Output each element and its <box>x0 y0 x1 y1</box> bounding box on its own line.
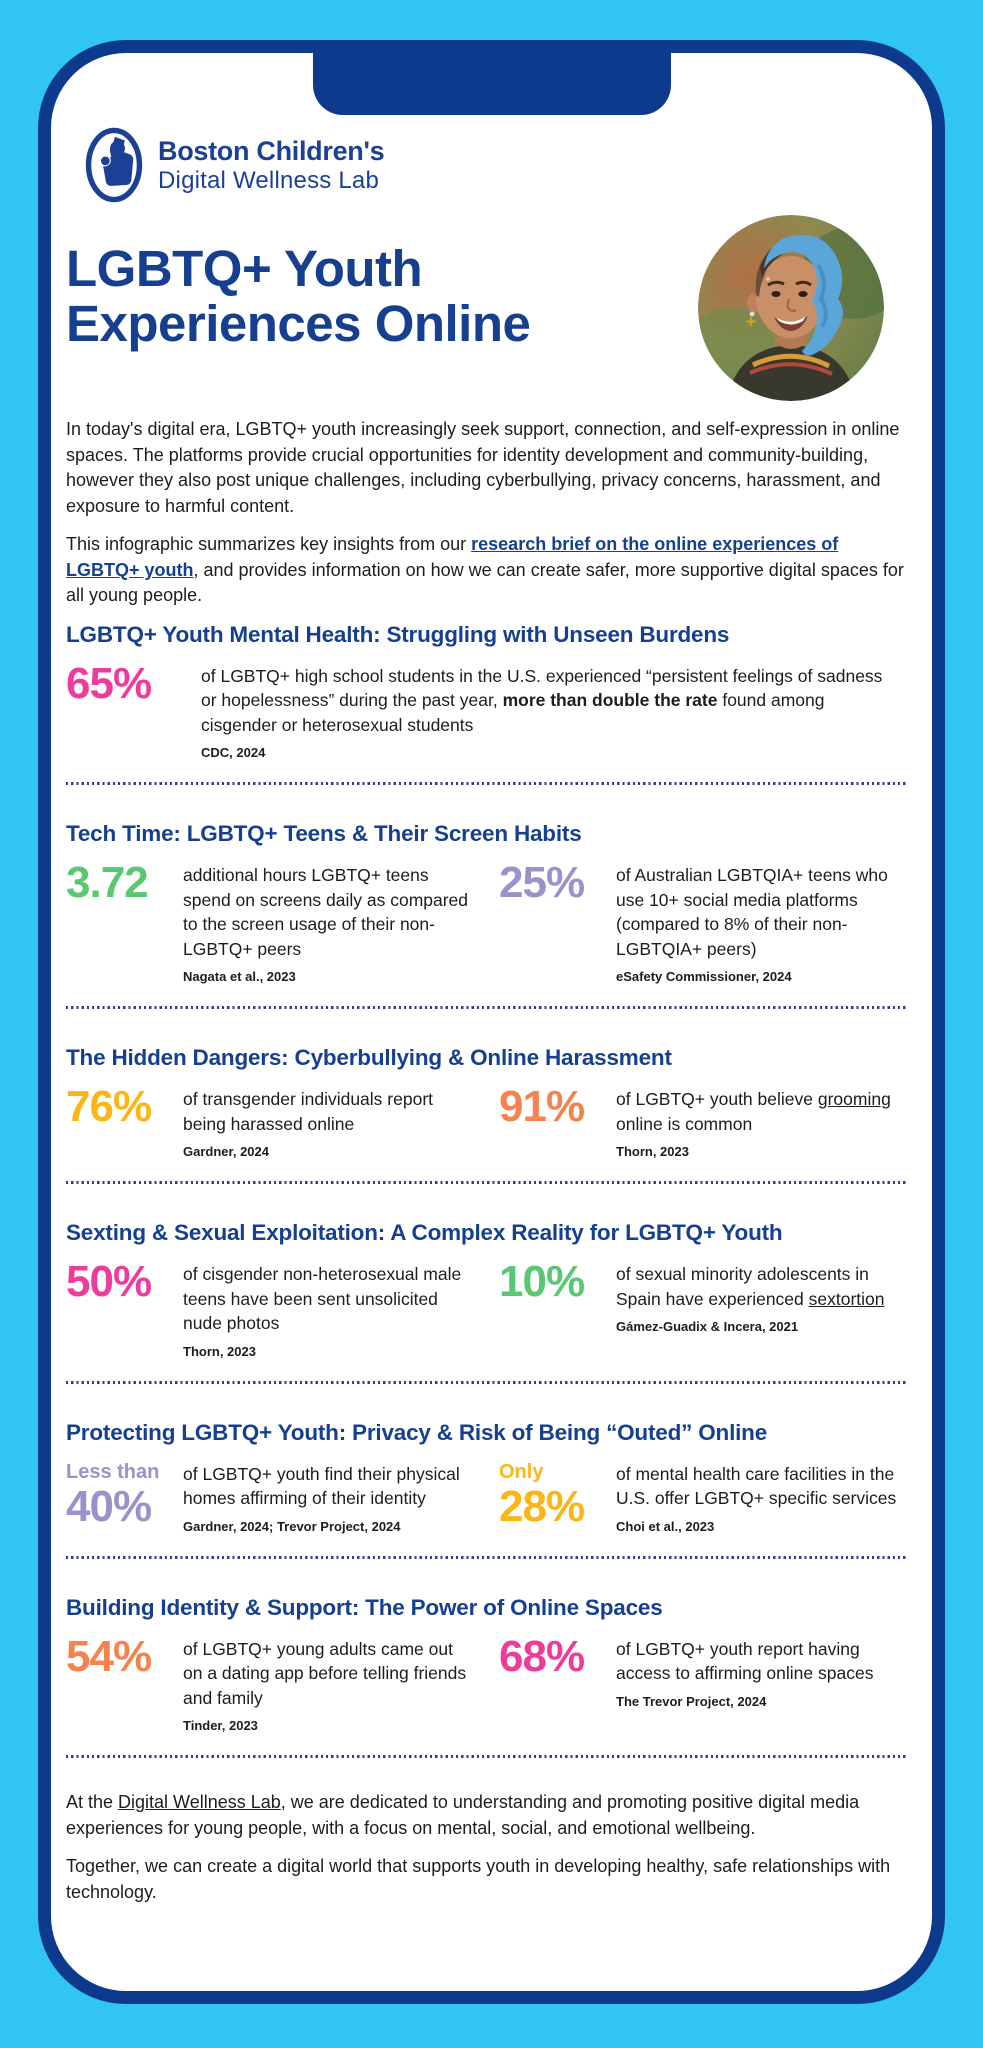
stat-text: of LGBTQ+ youth believe grooming online is common <box>616 1089 891 1134</box>
stat-number <box>66 1082 170 1132</box>
stat-number <box>66 1460 170 1529</box>
dotted-divider <box>66 1006 906 1009</box>
section-hidden-dangers <box>66 1045 906 1184</box>
stat-item <box>499 1257 906 1359</box>
intro <box>66 417 906 609</box>
dotted-divider <box>66 1181 906 1184</box>
stat-value: 40% <box>66 1481 152 1531</box>
page-title-line2: Experiences Online <box>66 295 531 353</box>
stat-source: Thorn, 2023 <box>183 1343 256 1359</box>
intro-paragraph-2: This infographic summarizes key insights from our research brief on the online experiences of LGBTQ+ youth, and provides information on how we can create safer, more supportive digital spaces for all young people. <box>66 534 904 606</box>
title-block <box>66 241 698 351</box>
stat-item <box>66 858 473 985</box>
section-heading: Tech Time: LGBTQ+ Teens & Their Screen Habits <box>66 821 582 847</box>
phone-notch <box>313 51 671 115</box>
research-brief-link[interactable]: research brief on the online experiences of LGBTQ+ youth <box>66 534 839 580</box>
stat-value: 25% <box>499 858 585 908</box>
dotted-divider <box>66 1755 906 1758</box>
stat-source: Choi et al., 2023 <box>616 1518 715 1534</box>
stat-text: of LGBTQ+ high school students in the U.S. experienced “persistent feelings of sadness or hopelessness” during the past year, more than double the rate found among cisgender or heterosexual students <box>201 665 883 735</box>
section-privacy-outing <box>66 1420 906 1559</box>
stat-source: Nagata et al., 2023 <box>183 969 296 985</box>
stat-item <box>499 1082 906 1160</box>
stat-text: of Australian LGBTQIA+ teens who use 10+ social media platforms (compared to 8% of their non-LGBTQIA+ peers) <box>616 865 888 959</box>
stat-text: of LGBTQ+ youth find their physical homes affirming of their identity <box>183 1463 460 1509</box>
dotted-divider <box>66 1556 906 1559</box>
stat-value: 10% <box>499 1257 585 1307</box>
stat-source: eSafety Commissioner, 2024 <box>616 969 792 985</box>
stat-number <box>499 1460 603 1529</box>
stat-source: CDC, 2024 <box>201 745 266 761</box>
stat-text: of cisgender non-heterosexual male teens have been sent unsolicited nude photos <box>183 1264 462 1334</box>
section-heading: The Hidden Dangers: Cyberbullying & Online Harassment <box>66 1045 672 1071</box>
brand-name-line2: Digital Wellness Lab <box>158 166 379 194</box>
section-online-spaces <box>66 1595 906 1759</box>
stat-value: 54% <box>66 1631 152 1681</box>
stat-value: 28% <box>499 1481 585 1531</box>
stat-prefix: Only <box>499 1460 544 1483</box>
stat-value: 50% <box>66 1257 152 1307</box>
footer <box>66 1790 906 1905</box>
stat-source: Gámez-Guadix & Incera, 2021 <box>616 1319 799 1335</box>
stat-item <box>66 1082 473 1160</box>
stat-item <box>66 1257 473 1359</box>
stat-text: of LGBTQ+ youth report having access to affirming online spaces <box>616 1638 874 1684</box>
stat-item <box>66 1631 473 1734</box>
stat-source: Tinder, 2023 <box>183 1718 258 1734</box>
stat-number <box>66 858 170 908</box>
portrait-photo <box>698 215 884 401</box>
stat-source: The Trevor Project, 2024 <box>616 1693 767 1709</box>
stat-item <box>66 1460 473 1534</box>
stat-item <box>499 1460 906 1534</box>
footer-paragraph-1: At the Digital Wellness Lab, we are dedicated to understanding and promoting positive digital media experiences for young people, with a focus on mental, social, and emotional wellbeing. <box>66 1792 860 1838</box>
infographic-content <box>51 53 932 1991</box>
header <box>66 215 906 401</box>
brand-name-line1: Boston Children's <box>158 135 385 166</box>
stat-number <box>499 858 603 908</box>
brand-logo <box>84 125 906 205</box>
stat-number <box>499 1257 603 1307</box>
stat-text: of sexual minority adolescents in Spain have experienced sextortion <box>616 1264 885 1309</box>
stat-source: Gardner, 2024; Trevor Project, 2024 <box>183 1518 401 1534</box>
stat-number <box>66 658 188 708</box>
stat-value: 76% <box>66 1082 152 1132</box>
page-title-line1: LGBTQ+ Youth <box>66 240 423 297</box>
digital-wellness-lab-link[interactable]: Digital Wellness Lab <box>118 1792 281 1813</box>
stat-value: 68% <box>499 1631 585 1681</box>
section-heading: Protecting LGBTQ+ Youth: Privacy & Risk of Being “Outed” Online <box>66 1419 768 1445</box>
section-heading: Building Identity & Support: The Power of Online Spaces <box>66 1594 663 1620</box>
stat-number <box>499 1631 603 1681</box>
stat-number <box>66 1257 170 1307</box>
brand-name <box>158 136 384 195</box>
stat-item <box>499 858 906 985</box>
footer-paragraph-2: Together, we can create a digital world that supports youth in developing healthy, safe relationships with technology. <box>66 1856 891 1902</box>
hospital-emblem-icon <box>84 125 144 205</box>
stat-number <box>499 1082 603 1132</box>
dotted-divider <box>66 782 906 785</box>
dotted-divider <box>66 1381 906 1384</box>
stat-value: 3.72 <box>66 858 148 908</box>
section-sexting-exploitation <box>66 1220 906 1384</box>
stat-text: of mental health care facilities in the U.S. offer LGBTQ+ specific services <box>616 1463 897 1509</box>
stat-value: 65% <box>66 658 152 708</box>
stat-source: Gardner, 2024 <box>183 1144 269 1160</box>
page-title <box>66 241 698 351</box>
section-heading: Sexting & Sexual Exploitation: A Complex Reality for LGBTQ+ Youth <box>66 1220 783 1246</box>
stat-value: 91% <box>499 1082 585 1132</box>
stat-text: additional hours LGBTQ+ teens spend on screens daily as compared to the screen usage of their non-LGBTQ+ peers <box>183 865 469 959</box>
section-mental-health <box>66 622 906 786</box>
intro-paragraph-1: In today's digital era, LGBTQ+ youth increasingly seek support, connection, and self-expression in online spaces. The platforms provide crucial opportunities for identity development and community-building, however they also post unique challenges, including cyberbullying, privacy concerns, harassment, and exposure to harmful content. <box>66 419 900 516</box>
stat-prefix: Less than <box>66 1460 160 1483</box>
stat-item <box>499 1631 906 1734</box>
stat-number <box>66 1631 170 1681</box>
stat-text: of transgender individuals report being harassed online <box>183 1089 434 1134</box>
phone-frame <box>38 40 945 2004</box>
section-heading: LGBTQ+ Youth Mental Health: Struggling with Unseen Burdens <box>66 621 730 647</box>
stat-item <box>66 658 906 761</box>
stat-text: of LGBTQ+ young adults came out on a dating app before telling friends and family <box>183 1638 467 1708</box>
stat-source: Thorn, 2023 <box>616 1144 689 1160</box>
section-tech-time <box>66 821 906 1009</box>
